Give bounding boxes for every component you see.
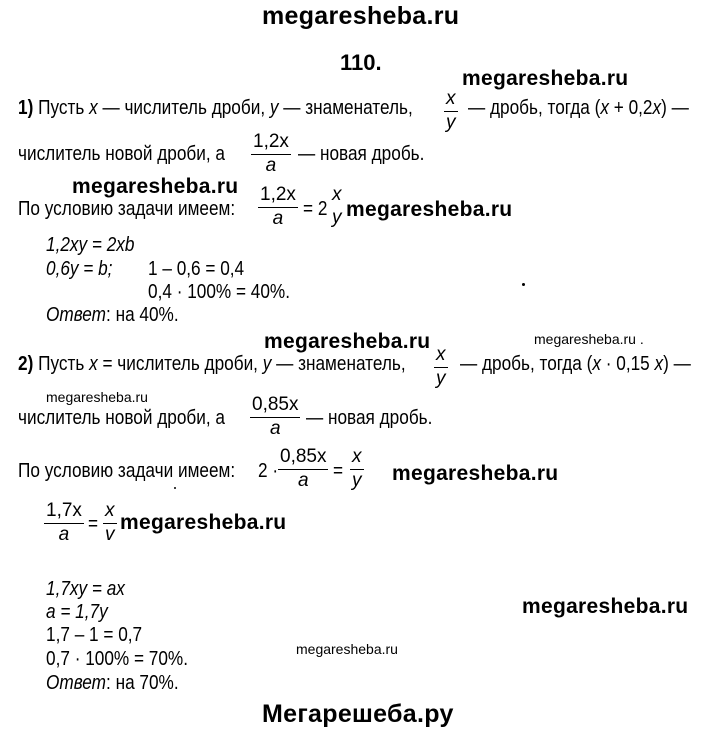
fraction-x-over-y — [330, 184, 344, 229]
text: Пусть — [38, 97, 90, 119]
equals-two: = 2 — [303, 198, 328, 220]
part2-condition-label: По условию задачи имеем: — [18, 460, 236, 482]
answer — [46, 672, 179, 695]
numerator: 1,2x — [253, 131, 289, 152]
var-x: x — [89, 353, 98, 375]
fraction-x-over-y — [444, 88, 458, 134]
watermark-top: megaresheba.ru — [262, 2, 460, 30]
watermark: megaresheba.ru — [72, 175, 239, 198]
equation: 0,7 · 100% = 70%. — [46, 648, 188, 670]
watermark-bottom: Мегарешеба.ру — [262, 700, 454, 728]
stray-dot — [522, 283, 525, 286]
part1-line1-cont — [468, 97, 689, 120]
equation: 1,2xy = 2xb — [46, 234, 135, 256]
part1-condition-label: По условию задачи имеем: — [18, 198, 236, 220]
watermark: megaresheba.ru — [462, 67, 629, 90]
var-y: y — [269, 97, 279, 119]
denominator: v — [105, 524, 115, 545]
numerator: x — [446, 88, 456, 109]
part1-label: 1) — [18, 97, 34, 119]
equation: 0,4 · 100% = 40%. — [148, 281, 290, 303]
fraction-x-over-y — [350, 446, 364, 492]
part1-line1 — [18, 97, 413, 120]
denominator: a — [297, 470, 309, 491]
watermark: megaresheba.ru — [120, 511, 287, 534]
denominator: a — [265, 155, 277, 176]
fraction-condition — [258, 184, 298, 230]
part1-line2-cont: — новая дробь. — [298, 143, 425, 165]
problem-number: 110. — [340, 50, 382, 75]
numerator: x — [332, 184, 342, 205]
text: — числитель дроби, — [97, 97, 270, 119]
denominator: a — [58, 524, 70, 545]
text: ) — — [661, 97, 689, 119]
text: = числитель дроби, — [97, 353, 263, 375]
text: — дробь, тогда ( — [460, 353, 593, 375]
watermark-small: megaresheba.ru . — [534, 331, 644, 347]
watermark-small: megaresheba.ru — [296, 641, 398, 657]
watermark-small: megaresheba.ru — [46, 389, 148, 405]
fraction-new — [251, 131, 291, 177]
watermark: megaresheba.ru — [346, 198, 513, 221]
part2-line2-cont: — новая дробь. — [306, 407, 433, 429]
equation: 1,7xy = ax — [46, 578, 125, 600]
text: Пусть — [38, 353, 90, 375]
part1-line2: числитель новой дроби, а — [18, 143, 225, 165]
var-x: x — [600, 97, 609, 119]
part2-line1-cont — [460, 353, 691, 376]
fraction-equation — [44, 500, 84, 546]
part2-line2: числитель новой дроби, а — [18, 407, 225, 429]
denominator: y — [446, 112, 456, 133]
answer-label: Ответ — [46, 672, 107, 694]
var-x: x — [89, 97, 98, 119]
answer-label: Ответ — [46, 304, 107, 326]
text: — знаменатель, — [278, 97, 413, 119]
denominator: a — [272, 208, 284, 229]
answer — [46, 304, 179, 327]
denominator: y — [352, 470, 362, 491]
text: — знаменатель, — [271, 353, 406, 375]
var-x: x — [592, 353, 601, 375]
numerator: x — [436, 344, 446, 365]
watermark: megaresheba.ru — [264, 330, 431, 353]
numerator: x — [105, 500, 115, 521]
var-x: x — [654, 353, 664, 375]
numerator: x — [352, 446, 362, 467]
equation: 0,6y = b; — [46, 258, 113, 280]
equation: a = 1,7y — [46, 601, 108, 623]
watermark: megaresheba.ru — [522, 595, 689, 618]
text: — дробь, тогда ( — [468, 97, 601, 119]
text: + 0,2 — [608, 97, 653, 119]
part2-line1 — [18, 353, 406, 376]
answer-text: : на 40%. — [106, 304, 179, 326]
denominator: y — [332, 207, 342, 228]
numerator: 0,85x — [252, 394, 299, 415]
coefficient: 2 · — [258, 460, 279, 482]
equation: 1 – 0,6 = 0,4 — [148, 258, 245, 280]
fraction-x-over-y — [434, 344, 448, 390]
equals: = — [88, 513, 99, 535]
fraction-condition — [278, 446, 328, 492]
fraction-x-over-v — [103, 500, 117, 546]
numerator: 1,2x — [260, 184, 296, 205]
denominator: a — [269, 418, 281, 439]
answer-text: : на 70%. — [106, 672, 179, 694]
fraction-new — [250, 394, 300, 440]
var-y: y — [262, 353, 272, 375]
watermark: megaresheba.ru — [392, 462, 559, 485]
equals: = — [333, 460, 344, 482]
var-x: x — [652, 97, 662, 119]
text: ) — — [663, 353, 691, 375]
text: · 0,15 — [600, 353, 655, 375]
part2-label: 2) — [18, 353, 34, 375]
denominator: y — [436, 368, 446, 389]
equation: 1,7 – 1 = 0,7 — [46, 624, 143, 646]
numerator: 1,7x — [46, 500, 82, 521]
numerator: 0,85x — [280, 446, 327, 467]
stray-dot — [174, 487, 176, 489]
